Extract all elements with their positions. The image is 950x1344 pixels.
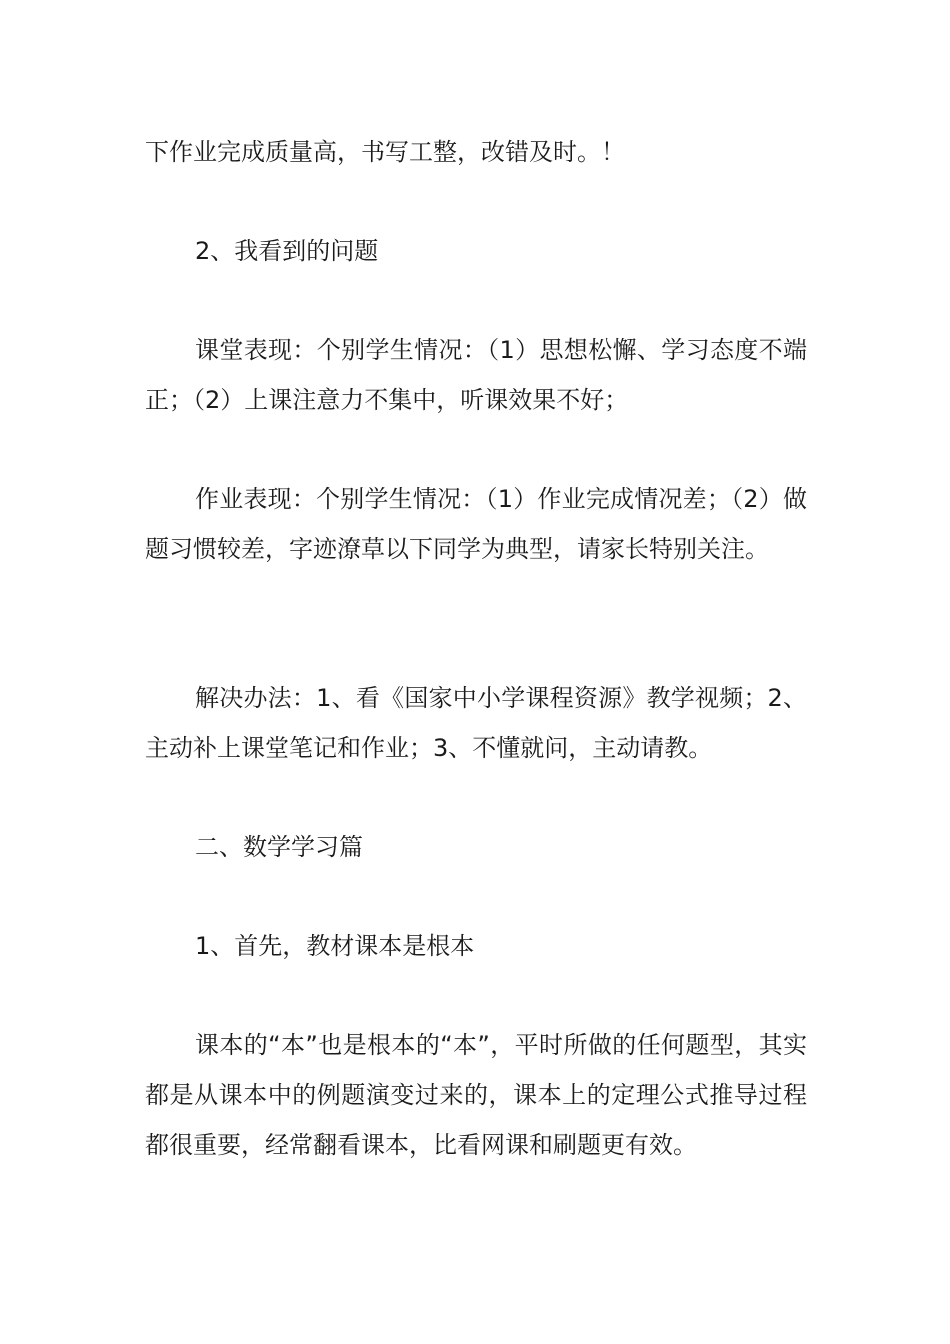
paragraph-solution: 解决办法：1、看《国家中小学课程资源》教学视频；2、主动补上课堂笔记和作业；3、不懂就问，主动请教。 xyxy=(145,684,807,762)
heading-problems: 2、我看到的问题 xyxy=(195,237,379,265)
paragraph-textbook: 课本的“本”也是根本的“本”，平时所做的任何题型，其实都是从课本中的例题演变过来的，课本上的定理公式推导过程都很重要，经常翻看课本，比看网课和刷题更有效。 xyxy=(145,1031,807,1159)
paragraph-continuation: 下作业完成质量高，书写工整，改错及时。！ xyxy=(145,138,625,166)
paragraph-homework: 作业表现：个别学生情况：（1）作业完成情况差；（2）做题习惯较差，字迹潦草以下同学为典型，请家长特别关注。 xyxy=(145,485,807,563)
paragraph-classroom: 课堂表现：个别学生情况：（1）思想松懈、学习态度不端正；（2）上课注意力不集中，听课效果不好； xyxy=(145,336,807,414)
section-heading-math: 二、数学学习篇 xyxy=(195,833,363,861)
heading-textbook: 1、首先，教材课本是根本 xyxy=(195,932,475,960)
